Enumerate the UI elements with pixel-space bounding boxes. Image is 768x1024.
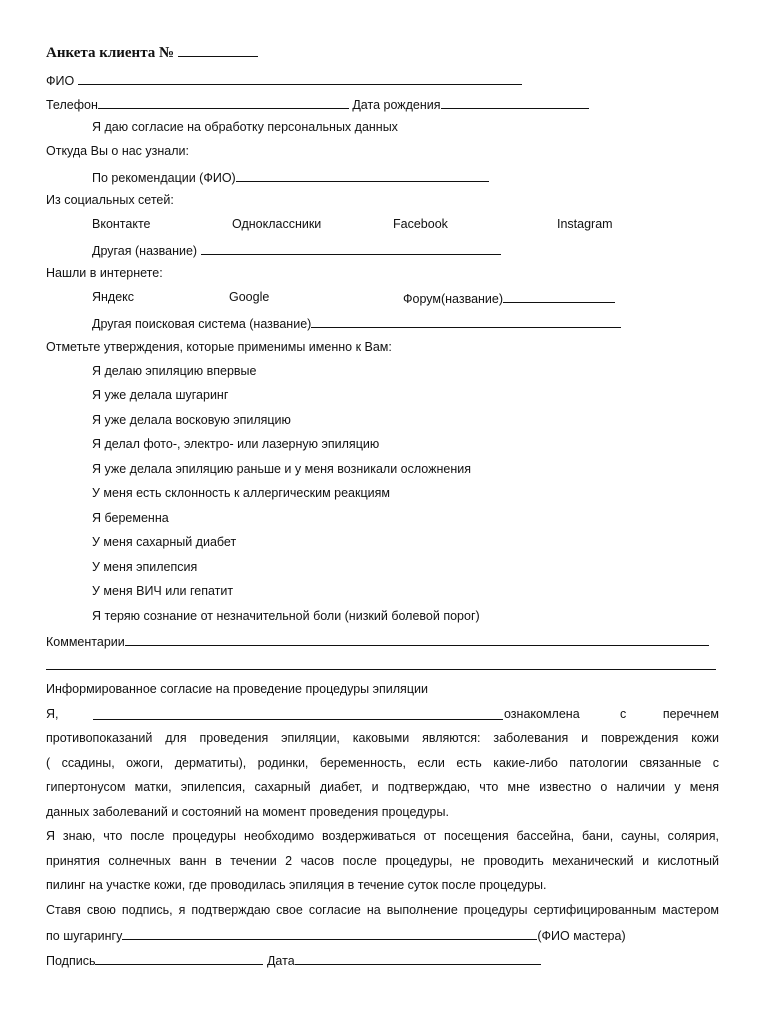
- search-google[interactable]: Google: [229, 290, 270, 304]
- master-name-field[interactable]: [122, 927, 537, 940]
- master-name-hint: (ФИО мастера): [537, 929, 626, 943]
- recommend-label: По рекомендации (ФИО): [92, 171, 236, 185]
- other-social-field[interactable]: [201, 242, 501, 255]
- comments-row-2: [46, 657, 716, 673]
- fio-label: ФИО: [46, 74, 75, 88]
- form-title: [46, 44, 258, 62]
- statements-question: Отметьте утверждения, которые применимы именно к Вам:: [46, 340, 392, 354]
- paragraph-2-line-3: пилинг на участке кожи, где проводилась эпиляция в течение суток после процедуры.: [46, 878, 547, 892]
- statement-item[interactable]: У меня эпилепсия: [92, 560, 198, 574]
- statement-item[interactable]: Я делал фото-, электро- или лазерную эпиляцию: [92, 437, 380, 451]
- internet-question: Нашли в интернете:: [46, 266, 163, 280]
- consent-pd[interactable]: Я даю согласие на обработку персональных данных: [92, 120, 398, 134]
- master-row: [46, 927, 626, 943]
- other-social-row: [92, 242, 501, 258]
- phone-row: [46, 96, 589, 112]
- date-field[interactable]: [295, 952, 541, 965]
- search-forum-label[interactable]: Форум(название): [403, 292, 504, 306]
- statement-item[interactable]: У меня есть склонность к аллергическим реакциям: [92, 486, 390, 500]
- social-instagram[interactable]: Instagram: [557, 217, 613, 231]
- statement-item[interactable]: Я уже делала восковую эпиляцию: [92, 413, 291, 427]
- p1-list: перечнем: [662, 707, 719, 721]
- client-name-field[interactable]: [93, 707, 503, 720]
- statement-item[interactable]: Я делаю эпиляцию впервые: [92, 364, 257, 378]
- signature-field[interactable]: [95, 952, 263, 965]
- comments-label: Комментарии: [46, 635, 125, 649]
- paragraph-1-line-4: гипертонусом матки, эпилепсия, сахарный диабет, и подтверждаю, что мне известно о наличии у меня: [46, 780, 719, 794]
- form-number-field[interactable]: [178, 44, 258, 57]
- comments-row: [46, 633, 709, 649]
- signature-label: Подпись: [46, 954, 96, 968]
- other-search-row: [92, 315, 621, 331]
- phone-label: Телефон: [46, 98, 98, 112]
- statement-item[interactable]: Я уже делала эпиляцию раньше и у меня возникали осложнения: [92, 462, 471, 476]
- social-facebook[interactable]: Facebook: [393, 217, 448, 231]
- statement-item[interactable]: Я теряю сознание от незначительной боли (низкий болевой порог): [92, 609, 480, 623]
- other-search-field[interactable]: [311, 315, 621, 328]
- social-ok[interactable]: Одноклассники: [232, 217, 322, 231]
- birth-label: Дата рождения: [352, 98, 441, 112]
- statement-item[interactable]: У меня сахарный диабет: [92, 535, 237, 549]
- source-question: Откуда Вы о нас узнали:: [46, 144, 189, 158]
- recommend-field[interactable]: [236, 169, 489, 182]
- paragraph-2-line-2: принятия солнечных ванн в течении 2 часов после процедуры, не проводить механический и кислотный: [46, 854, 719, 868]
- phone-field[interactable]: [98, 96, 349, 109]
- paragraph-1-line-2: противопоказаний для проведения эпиляции, каковыми являются: заболевания и повреждения кожи: [46, 731, 719, 745]
- social-question: Из социальных сетей:: [46, 193, 174, 207]
- other-social-label: Другая (название): [92, 244, 198, 258]
- search-yandex[interactable]: Яндекс: [92, 290, 135, 304]
- statement-item[interactable]: Я уже делала шугаринг: [92, 388, 229, 402]
- date-label: Дата: [266, 954, 295, 968]
- paragraph-1-line-5: данных заболеваний и состояний на момент проведения процедуры.: [46, 805, 449, 819]
- master-label: по шугарингу: [46, 929, 123, 943]
- statement-item[interactable]: У меня ВИЧ или гепатит: [92, 584, 234, 598]
- p1-ya: Я,: [46, 707, 59, 721]
- comments-field-line-2[interactable]: [46, 657, 716, 670]
- fio-row: [46, 72, 522, 88]
- p1-with: с: [620, 707, 627, 721]
- statement-item[interactable]: Я беременна: [92, 511, 169, 525]
- paragraph-1-line-1: [46, 707, 719, 721]
- paragraph-3-line-1: Ставя свою подпись, я подтверждаю свое согласие на выполнение процедуры сертифицированным мастером: [46, 903, 719, 917]
- forum-field[interactable]: [503, 290, 615, 303]
- social-vk[interactable]: Вконтакте: [92, 217, 151, 231]
- paragraph-2-line-1: Я знаю, что после процедуры необходимо воздерживаться от посещения бассейна, бани, сауны, солярия,: [46, 829, 719, 843]
- comments-field[interactable]: [125, 633, 709, 646]
- recommend-row: [92, 169, 489, 185]
- consent-title: Информированное согласие на проведение процедуры эпиляции: [46, 682, 428, 696]
- fio-field[interactable]: [78, 72, 522, 85]
- signature-row: [46, 952, 541, 968]
- birth-field[interactable]: [441, 96, 589, 109]
- other-search-label: Другая поисковая система (название): [92, 317, 312, 331]
- paragraph-1-line-3: ( ссадины, ожоги, дерматиты), родинки, беременность, если есть какие-либо патологии связанные с: [46, 756, 719, 770]
- p1-acquainted: ознакомлена: [504, 707, 580, 721]
- search-forum-row: [403, 290, 615, 306]
- form-title-text: Анкета клиента №: [46, 45, 175, 61]
